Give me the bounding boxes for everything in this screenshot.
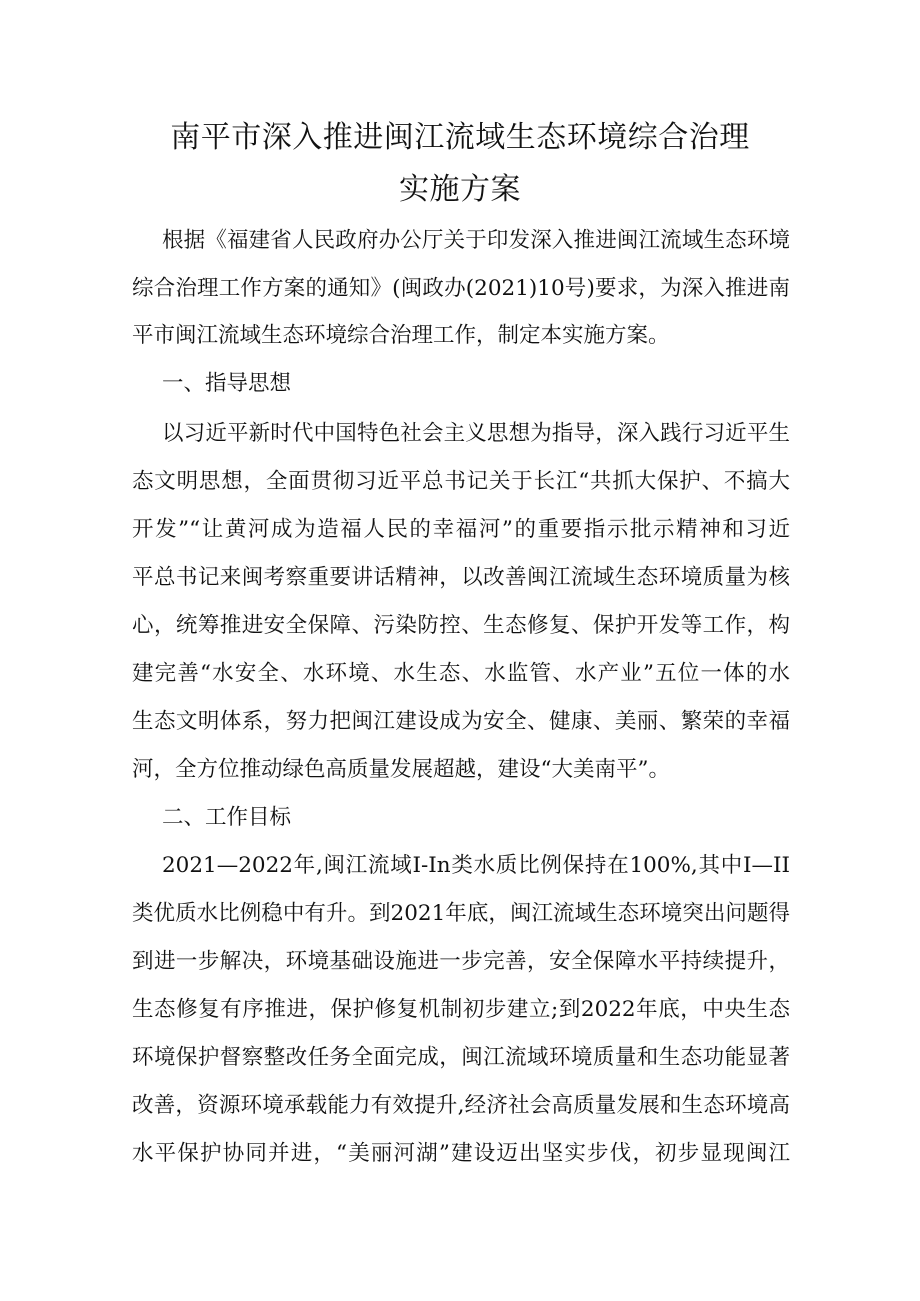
section2-paragraph-line: 改善，资源环境承载能力有效提升,经济社会高质量发展和生态环境高	[132, 1093, 790, 1118]
section1-paragraph-line: 以习近平新时代中国特色社会主义思想为指导，深入践行习近平生	[162, 421, 790, 446]
intro-paragraph-line: 根据《福建省人民政府办公厅关于印发深入推进闽江流域生态环境	[162, 228, 790, 253]
section2-paragraph-line: 环境保护督察整改任务全面完成，闽江流域环境质量和生态功能显著	[132, 1045, 790, 1070]
section1-paragraph-line: 平总书记来闽考察重要讲话精神，以改善闽江流域生态环境质量为核	[132, 565, 790, 590]
section2-paragraph-line: 水平保护协同并进，“美丽河湖”建设迈出坚实步伐，初步显现闽江	[132, 1141, 790, 1166]
section1-paragraph-line: 态文明思想，全面贯彻习近平总书记关于长江“共抓大保护、不搞大	[132, 469, 790, 494]
section2-paragraph-line: 生态修复有序推进，保护修复机制初步建立;到2022年底，中央生态	[132, 997, 790, 1022]
section1-paragraph-line: 建完善“水安全、水环境、水生态、水监管、水产业”五位一体的水	[132, 661, 790, 686]
section1-paragraph-line: 河，全方位推动绿色高质量发展超越，建设“大美南平”。	[132, 757, 670, 782]
intro-paragraph-line: 综合治理工作方案的通知》(闽政办(2021)10号)要求，为深入推进南	[132, 276, 790, 301]
section2-paragraph-line: 类优质水比例稳中有升。到2021年底，闽江流域生态环境突出问题得	[132, 901, 790, 926]
intro-paragraph-line: 平市闽江流域生态环境综合治理工作，制定本实施方案。	[132, 323, 670, 348]
section2-paragraph-line: 到进一步解决，环境基础设施进一步完善，安全保障水平持续提升，	[132, 949, 790, 974]
section1-paragraph-line: 生态文明体系，努力把闽江建设成为安全、健康、美丽、繁荣的幸福	[132, 709, 790, 734]
section-heading-work-goals: 二、工作目标	[162, 805, 292, 830]
section2-paragraph-line: 2021—2022年,闽江流域I-In类水质比例保持在100%,其中I—II	[162, 853, 790, 878]
document-title-line-1: 南平市深入推进闽江流域生态环境综合治理	[170, 120, 750, 155]
section1-paragraph-line: 心，统筹推进安全保障、污染防控、生态修复、保护开发等工作，构	[132, 613, 790, 638]
section-heading-guiding-ideology: 一、指导思想	[162, 371, 292, 396]
document-title-line-2: 实施方案	[399, 172, 521, 207]
section1-paragraph-line: 开发”“让黄河成为造福人民的幸福河”的重要指示批示精神和习近	[132, 517, 790, 542]
